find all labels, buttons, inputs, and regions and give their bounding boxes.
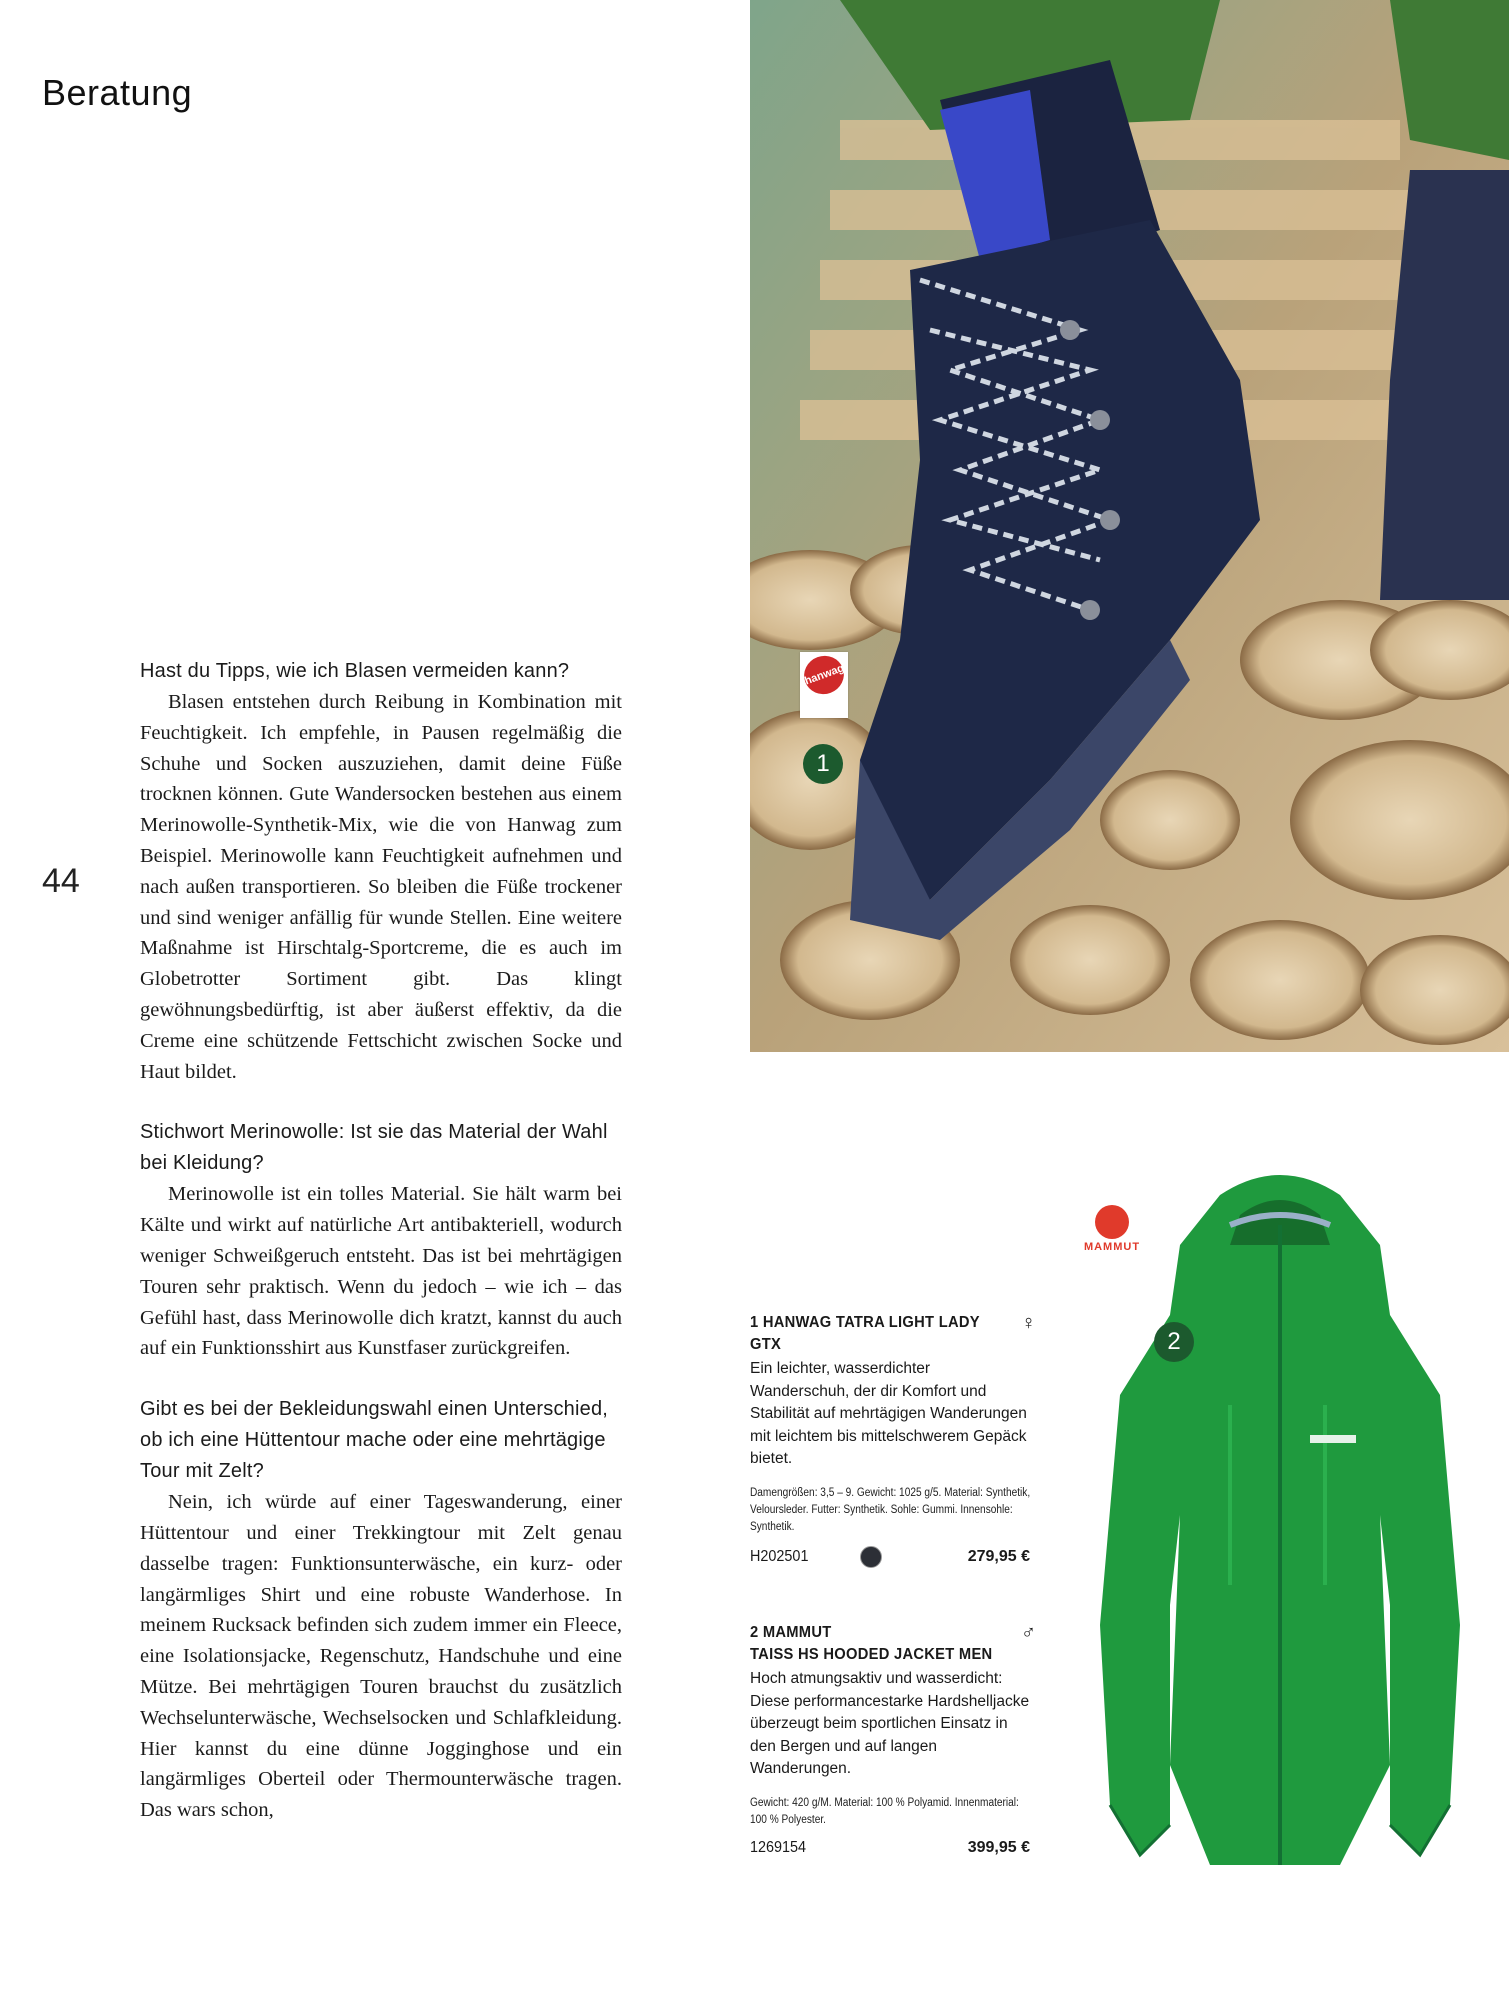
article-body bbox=[140, 656, 622, 1856]
product-code: 1269154 bbox=[750, 1838, 807, 1856]
page-number: 44 bbox=[42, 862, 80, 900]
question: Gibt es bei der Bekleidungswahl einen Unterschied, ob ich eine Hüttentour mache oder eine mehrtägige Tour mit Zelt? bbox=[140, 1398, 609, 1483]
product-price: 279,95 € bbox=[967, 1547, 1030, 1565]
product-order-row bbox=[750, 1546, 1030, 1568]
answer: Nein, ich würde auf einer Tageswanderung, einer Hüttentour und einer Trekkingtour mit Zelt genau dasselbe tragen: Funktionsunterwäsche, ein kurz- oder langärmliges Shirt und eine robuste Wanderhose. In meinem Rucksack befinden sich zudem immer ein Fleece, eine Isolationsjacke, Regenschutz, Handschuhe und eine Mütze. Bei mehrtägigen Touren brauchst du zusätzlich Wechselunterwäsche, Wechselsocken und Schlafkleidung. Hier kannst du eine dünne Jogginghose und ein langärmliges Oberteil oder Thermounterwäsche tragen. Das wars schon, bbox=[140, 1491, 622, 1822]
product-title: 1 HANWAG TATRA LIGHT LADY GTX bbox=[750, 1314, 980, 1353]
section-label: Beratung bbox=[42, 72, 193, 113]
product-description: Hoch atmungsaktiv und wasserdicht: Diese performancestarke Hardshelljacke überzeugt beim sportlichen Einsatz in den Bergen und auf langen Wanderungen. bbox=[750, 1670, 1030, 1777]
color-swatch-icon bbox=[860, 1546, 882, 1568]
product-marker-1: 1 bbox=[803, 744, 843, 784]
product-marker-2: 2 bbox=[1154, 1322, 1194, 1362]
answer: Merinowolle ist ein tolles Material. Sie hält warm bei Kälte und wirkt auf natürliche Art antibakteriell, wodurch weniger Schweißgeruch entsteht. Das ist bei mehrtägigen Touren sehr praktisch. Wenn du jedoch – wie ich – das Gefühl hast, dass Merinowolle dich kratzt, kannst du auch auf ein Funktionsshirt aus Kunstfaser zurückgreifen. bbox=[140, 1183, 622, 1360]
product-info-2 bbox=[750, 1622, 1036, 1857]
question: Hast du Tipps, wie ich Blasen vermeiden kann? bbox=[140, 660, 570, 682]
female-icon: ♀ bbox=[1021, 1312, 1036, 1334]
hanwag-logo bbox=[800, 652, 848, 718]
jacket-photo bbox=[1090, 1165, 1470, 1885]
hanwag-logo-mark: hanwag bbox=[799, 650, 850, 699]
mammut-logo-text: MAMMUT bbox=[1083, 1241, 1141, 1253]
qa-block bbox=[140, 656, 622, 1087]
product-brand: 2 MAMMUT bbox=[750, 1624, 832, 1641]
product-title: TAISS HS HOODED JACKET MEN bbox=[750, 1646, 993, 1663]
product-code: H202501 bbox=[750, 1547, 809, 1565]
product-specs: Damengrößen: 3,5 – 9. Gewicht: 1025 g/5. Material: Synthetik, Veloursleder. Futter: Synthetik. Sohle: Gummi. Innensohle: Synthetik. bbox=[750, 1486, 1031, 1533]
boot-photo bbox=[750, 0, 1509, 1052]
product-info-1 bbox=[750, 1312, 1036, 1568]
qa-block bbox=[140, 1394, 622, 1826]
product-order-row bbox=[750, 1839, 1030, 1857]
product-specs: Gewicht: 420 g/M. Material: 100 % Polyamid. Innenmaterial: 100 % Polyester. bbox=[750, 1796, 1019, 1826]
product-description: Ein leichter, wasserdichter Wanderschuh, der dir Komfort und Stabilität auf mehrtägigen Wanderungen mit leichtem bis mittelschwerem Gepäck bietet. bbox=[750, 1360, 1027, 1467]
product-price: 399,95 € bbox=[967, 1838, 1030, 1856]
question: Stichwort Merinowolle: Ist sie das Material der Wahl bei Kleidung? bbox=[140, 1121, 608, 1175]
answer: Blasen entstehen durch Reibung in Kombination mit Feuchtigkeit. Ich empfehle, in Pausen regelmäßig die Schuhe und Socken auszuziehen, damit deine Füße trocknen können. Gute Wandersocken bestehen aus einem Merinowolle-Synthetik-Mix, wie die von Hanwag zum Beispiel. Merinowolle kann Feuchtigkeit aufnehmen und nach außen transportieren. So bleiben die Füße trockener und sind weniger anfällig für wunde Stellen. Eine weitere Maßnahme ist Hirschtalg-Sportcreme, die es auch im Globetrotter Sortiment gibt. Das klingt gewöhnungsbedürftig, ist aber äußerst effektiv, da die Creme eine schützende Fettschicht zwischen Socke und Haut bildet. bbox=[140, 691, 622, 1083]
qa-block bbox=[140, 1117, 622, 1364]
male-icon: ♂ bbox=[1021, 1622, 1036, 1644]
